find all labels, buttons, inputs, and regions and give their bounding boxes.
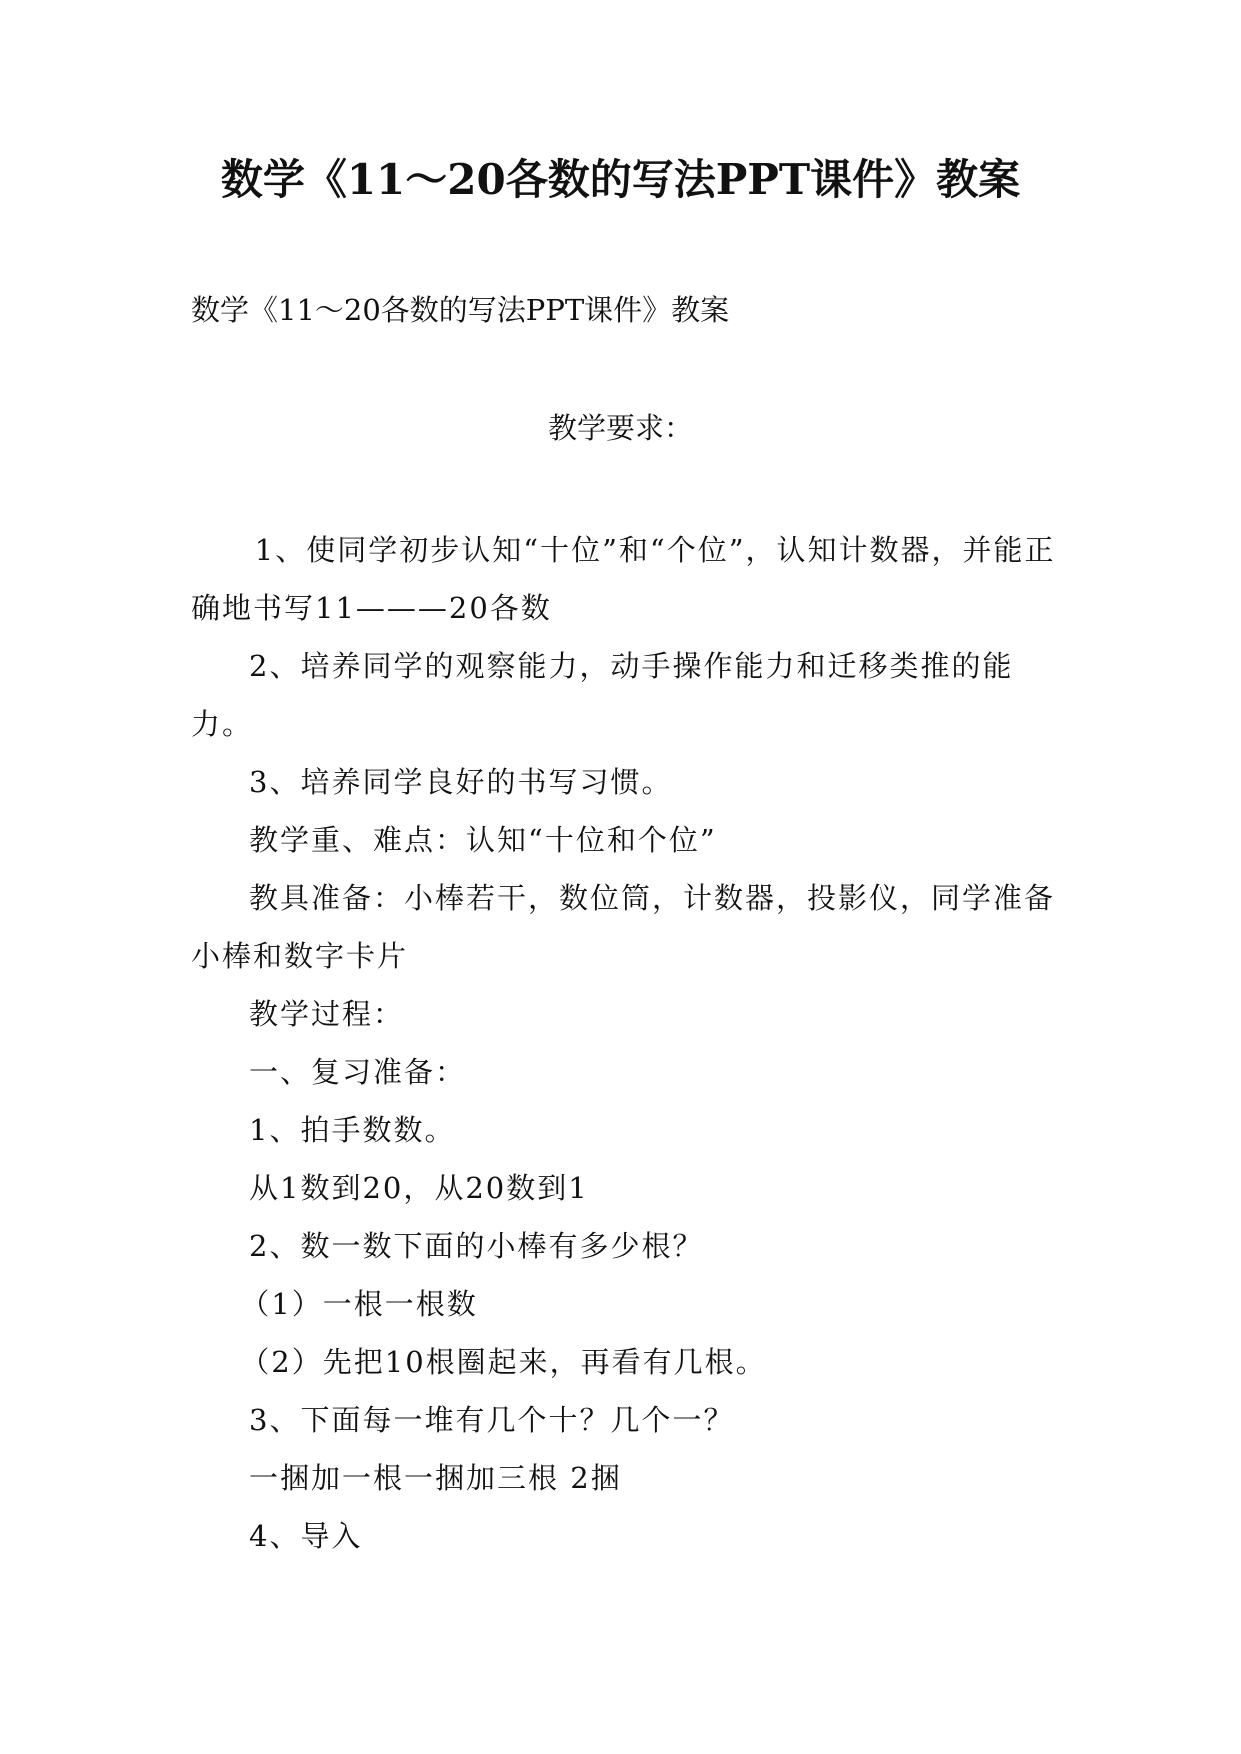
paragraph: 4、导入 (249, 1519, 363, 1553)
paragraph: 3、培养同学良好的书写习惯。 (249, 765, 673, 799)
paragraph: 2、培养同学的观察能力，动手操作能力和迁移类推的能力。 (191, 649, 1014, 741)
paragraph: 2、数一数下面的小棒有多少根？ (249, 1229, 704, 1263)
paragraph: 一捆加一根一捆加三根 2捆 (249, 1461, 622, 1495)
document-subtitle: 数学《11～20各数的写法PPT课件》教案 (191, 293, 730, 327)
paragraph: （2）先把10根圈起来，再看有几根。 (240, 1345, 767, 1379)
paragraph: 3、下面每一堆有几个十？几个一？ (249, 1403, 735, 1437)
paragraph: 教学重、难点：认知“十位和个位” (249, 823, 717, 857)
paragraph: 教学过程： (249, 997, 405, 1031)
paragraph: 一、复习准备： (249, 1055, 467, 1089)
paragraph: 1、拍手数数。 (249, 1113, 456, 1147)
document-title: 数学《11～20各数的写法PPT课件》教案 (220, 155, 1021, 204)
section-heading: 教学要求： (547, 411, 693, 445)
paragraph: 1、使同学初步认知“十位”和“个位”，认知计数器，并能正确地书写11———20各数 (191, 533, 1056, 625)
paragraph: （1）一根一根数 (240, 1287, 478, 1321)
paragraph: 从1数到20，从20数到1 (249, 1171, 589, 1205)
paragraph: 教具准备：小棒若干，数位筒，计数器，投影仪，同学准备小棒和数字卡片 (191, 881, 1056, 973)
document-body (191, 521, 1066, 1565)
